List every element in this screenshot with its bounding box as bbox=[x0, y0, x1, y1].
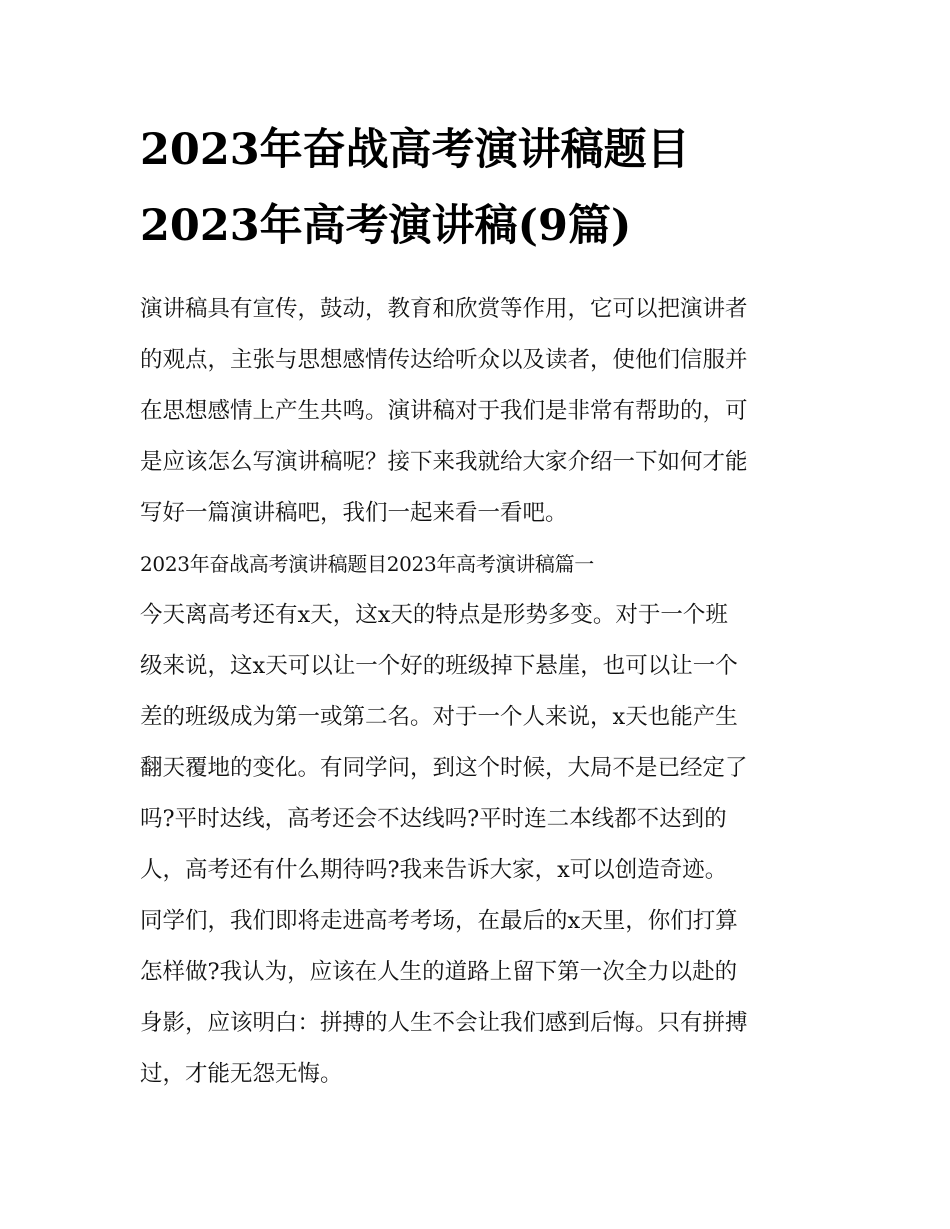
intro-line: 在思想感情上产生共鸣。演讲稿对于我们是非常有帮助的，可 bbox=[140, 398, 748, 424]
intro-line: 演讲稿具有宣传，鼓动，教育和欣赏等作用，它可以把演讲者 bbox=[140, 296, 748, 322]
intro-line: 是应该怎么写演讲稿呢？接下来我就给大家介绍一下如何才能 bbox=[140, 449, 748, 475]
body-line: 过，才能无怨无悔。 bbox=[140, 1061, 343, 1087]
document-page bbox=[140, 112, 816, 1100]
body-line: 同学们，我们即将走进高考考场，在最后的x天里，你们打算 bbox=[140, 908, 738, 934]
body-line: 吗?平时达线，高考还会不达线吗?平时连二本线都不达到的 bbox=[140, 806, 727, 832]
title-line-1: 2023年奋战高考演讲稿题目 bbox=[140, 125, 690, 175]
body-line: 级来说，这x天可以让一个好的班级掉下悬崖，也可以让一个 bbox=[140, 653, 738, 679]
body-line: 怎样做?我认为，应该在人生的道路上留下第一次全力以赴的 bbox=[140, 959, 738, 985]
body-line: 身影，应该明白：拼搏的人生不会让我们感到后悔。只有拼搏 bbox=[140, 1010, 748, 1036]
intro-paragraph bbox=[140, 284, 816, 539]
body-line: 差的班级成为第一或第二名。对于一个人来说，x天也能产生 bbox=[140, 704, 738, 730]
section-heading: 2023年奋战高考演讲稿题目2023年高考演讲稿篇一 bbox=[140, 552, 594, 576]
title-line-2: 2023年高考演讲稿(9篇) bbox=[140, 201, 632, 251]
body-line: 人，高考还有什么期待吗?我来告诉大家，x可以创造奇迹。 bbox=[140, 857, 728, 883]
body-line: 今天离高考还有x天，这x天的特点是形势多变。对于一个班 bbox=[140, 602, 728, 628]
body-paragraph bbox=[140, 590, 816, 1100]
intro-line: 的观点，主张与思想感情传达给听众以及读者，使他们信服并 bbox=[140, 347, 748, 373]
intro-line: 写好一篇演讲稿吧，我们一起来看一看吧。 bbox=[140, 500, 568, 526]
document-title bbox=[140, 112, 816, 264]
body-line: 翻天覆地的变化。有同学问，到这个时候，大局不是已经定了 bbox=[140, 755, 748, 781]
